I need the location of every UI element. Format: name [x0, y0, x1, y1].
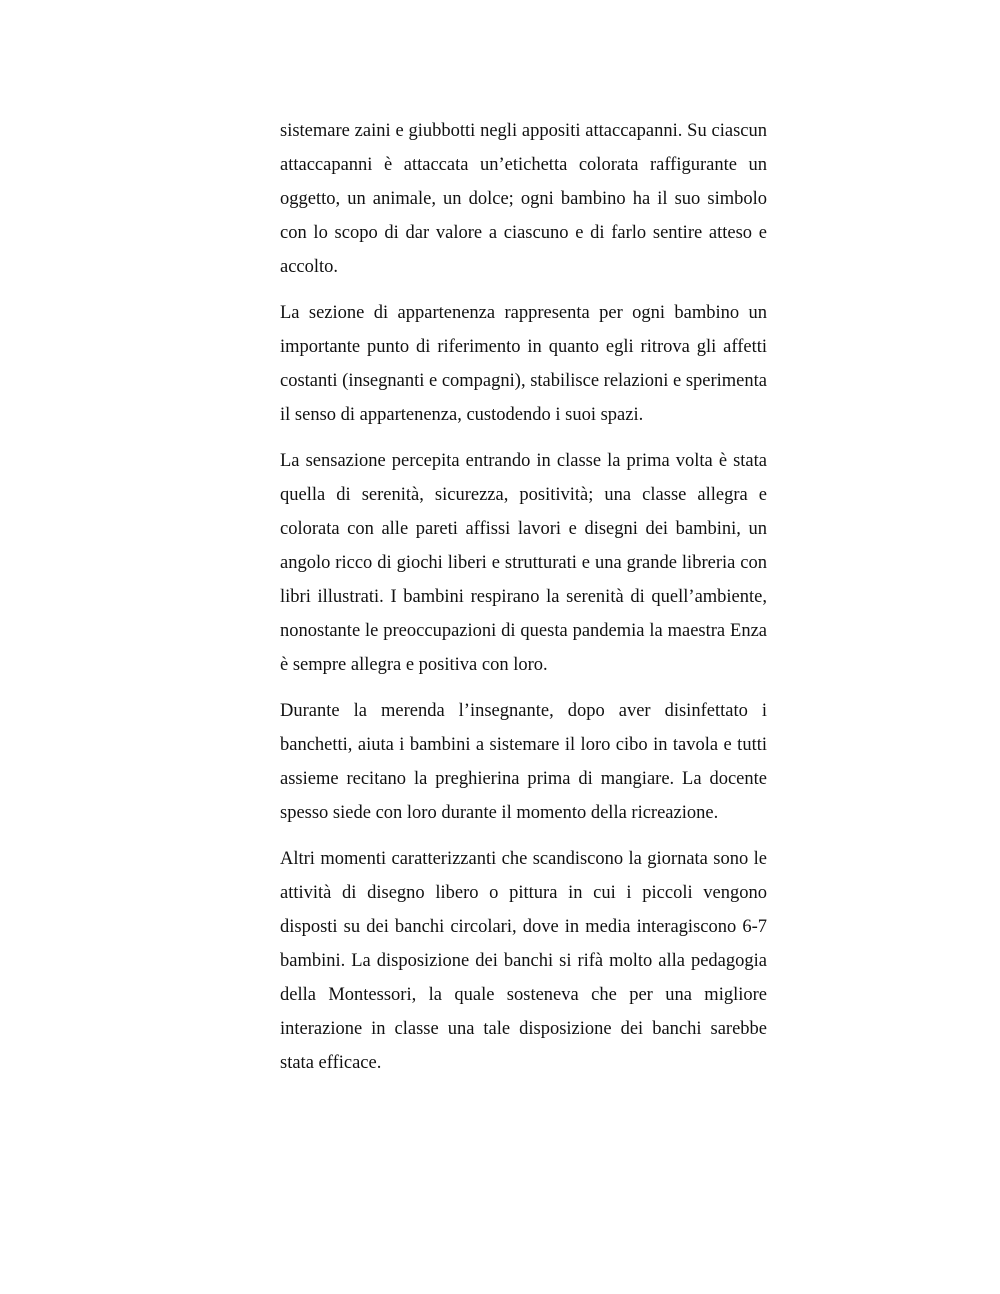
body-text — [280, 114, 767, 1092]
paragraph-2: La sezione di appartenenza rappresenta per ogni bambino un importante punto di riferimento in quanto egli ritrova gli affetti costanti (insegnanti e compagni), stabilisce relazioni e sperimenta il senso di appartenenza, custodendo i suoi spazi. — [280, 303, 767, 425]
paragraph-3: La sensazione percepita entrando in classe la prima volta è stata quella di serenità, sicurezza, positività; una classe allegra e colorata con alle pareti affissi lavori e disegni dei bambini, un angolo ricco di giochi liberi e strutturati e una grande libreria con libri illustrati. I bambini respirano la serenità di quell’ambiente, nonostante le preoccupazioni di questa pandemia la maestra Enza è sempre allegra e positiva con loro. — [280, 451, 767, 675]
paragraph-1: sistemare zaini e giubbotti negli appositi attaccapanni. Su ciascun attaccapanni è attaccata un’etichetta colorata raffigurante un oggetto, un animale, un dolce; ogni bambino ha il suo simbolo con lo scopo di dar valore a ciascuno e di farlo sentire atteso e accolto. — [280, 121, 767, 277]
paragraph-5: Altri momenti caratterizzanti che scandiscono la giornata sono le attività di disegno libero o pittura in cui i piccoli vengono disposti su dei banchi circolari, dove in media interagiscono 6-7 bambini. La disposizione dei banchi si rifà molto alla pedagogia della Montessori, la quale sosteneva che per una migliore interazione in classe una tale disposizione dei banchi sarebbe stata efficace. — [280, 849, 767, 1073]
paragraph-4: Durante la merenda l’insegnante, dopo aver disinfettato i banchetti, aiuta i bambini a sistemare il loro cibo in tavola e tutti assieme recitano la preghierina prima di mangiare. La docente spesso siede con loro durante il momento della ricreazione. — [280, 701, 767, 823]
